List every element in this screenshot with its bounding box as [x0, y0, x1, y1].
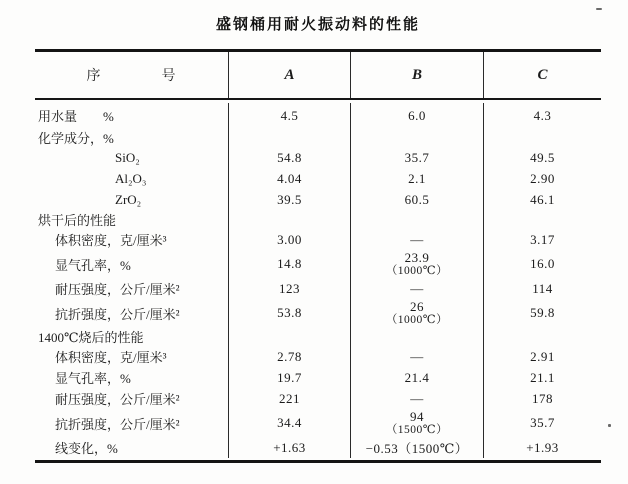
- cell-b-value: 94: [410, 409, 424, 424]
- table-header-row: [35, 52, 601, 98]
- cell-b: [350, 128, 483, 147]
- cell-c: 46.1: [483, 189, 601, 210]
- row-label: 用水量 %: [38, 109, 114, 124]
- cell-c: 178: [483, 388, 601, 409]
- table-section-row: [35, 327, 601, 346]
- cell-c: [483, 327, 601, 346]
- header-col-c: C: [483, 52, 601, 98]
- cell-b: 35.7: [350, 147, 483, 168]
- table-row: [35, 388, 601, 409]
- table-row: [35, 409, 601, 437]
- table-bottom-rule: [35, 460, 601, 463]
- section-label: 1400℃烧后的性能: [38, 330, 144, 345]
- row-label: 线变化，%: [55, 441, 118, 456]
- table-row: [35, 437, 601, 458]
- cell-b: —: [350, 278, 483, 299]
- row-label: 耐压强度，公斤/厘米²: [55, 392, 180, 407]
- properties-table: [35, 49, 601, 463]
- cell-a: [228, 327, 350, 346]
- header-col-b: B: [350, 52, 483, 98]
- table-row: [35, 147, 601, 168]
- cell-b: 6.0: [350, 103, 483, 128]
- cell-a: +1.63: [228, 437, 350, 458]
- header-col-a: A: [228, 52, 350, 98]
- row-label: 抗折强度，公斤/厘米²: [55, 416, 180, 432]
- table-section-row: [35, 128, 601, 147]
- cell-b-temperature-note: （1000℃）: [385, 314, 449, 326]
- cell-b: [350, 299, 483, 327]
- table-row: [35, 346, 601, 367]
- table-row: [35, 189, 601, 210]
- cell-b: 21.4: [350, 367, 483, 388]
- cell-a: 4.5: [228, 103, 350, 128]
- cell-a: 19.7: [228, 367, 350, 388]
- cell-b: [350, 409, 483, 437]
- cell-b: [350, 327, 483, 346]
- scan-speck: [608, 424, 611, 427]
- cell-b-value: 23.9: [404, 250, 430, 265]
- cell-a: 14.8: [228, 250, 350, 278]
- table-row: [35, 100, 601, 128]
- cell-b: —: [350, 229, 483, 250]
- cell-b-value: 26: [410, 299, 424, 314]
- cell-c: 49.5: [483, 147, 601, 168]
- cell-c: 2.91: [483, 346, 601, 367]
- cell-a: 221: [228, 388, 350, 409]
- row-label: 显气孔率，%: [55, 257, 131, 273]
- cell-c: 21.1: [483, 367, 601, 388]
- cell-b-temperature-note: （1500℃）: [385, 424, 449, 436]
- table-row: [35, 229, 601, 250]
- row-label: ZrO₂: [115, 191, 142, 207]
- header-seq-label: 序 号: [86, 69, 177, 84]
- cell-a: [228, 210, 350, 229]
- cell-b: 2.1: [350, 168, 483, 189]
- table-row: [35, 299, 601, 327]
- table-title: 盛钢桶用耐火振动料的性能: [215, 16, 420, 33]
- cell-a: 2.78: [228, 346, 350, 367]
- cell-a: [228, 128, 350, 147]
- section-label: 烘干后的性能: [38, 213, 117, 228]
- table-row: [35, 278, 601, 299]
- cell-c: 4.3: [483, 103, 601, 128]
- table-row: [35, 250, 601, 278]
- cell-a: 123: [228, 278, 350, 299]
- cell-c: 3.17: [483, 229, 601, 250]
- cell-c: 114: [483, 278, 601, 299]
- cell-c: 59.8: [483, 299, 601, 327]
- cell-a: 54.8: [228, 147, 350, 168]
- cell-b: [350, 250, 483, 278]
- cell-b: —: [350, 388, 483, 409]
- table-section-row: [35, 210, 601, 229]
- row-label: 体积密度，克/厘米³: [55, 233, 167, 248]
- cell-c: [483, 210, 601, 229]
- cell-c: 2.90: [483, 168, 601, 189]
- row-label: Al₂O₃: [115, 170, 147, 186]
- row-label: 显气孔率，%: [55, 371, 131, 386]
- cell-b: 60.5: [350, 189, 483, 210]
- row-label: 体积密度，克/厘米³: [55, 350, 167, 365]
- row-label: 抗折强度，公斤/厘米²: [55, 306, 180, 322]
- scan-speck: [596, 8, 602, 10]
- table-row: [35, 168, 601, 189]
- cell-a: 3.00: [228, 229, 350, 250]
- cell-a: 39.5: [228, 189, 350, 210]
- cell-c: 16.0: [483, 250, 601, 278]
- cell-b-temperature-note: （1000℃）: [385, 265, 449, 277]
- row-label: SiO₂: [115, 149, 140, 165]
- cell-c: [483, 128, 601, 147]
- section-label: 化学成分，%: [38, 131, 114, 146]
- cell-c: 35.7: [483, 409, 601, 437]
- table-row: [35, 367, 601, 388]
- cell-a: 34.4: [228, 409, 350, 437]
- cell-a: 4.04: [228, 168, 350, 189]
- cell-b: [350, 210, 483, 229]
- cell-c: +1.93: [483, 437, 601, 458]
- cell-b: —: [350, 346, 483, 367]
- cell-b: −0.53（1500℃）: [350, 437, 483, 458]
- row-label: 耐压强度，公斤/厘米²: [55, 282, 180, 297]
- cell-a: 53.8: [228, 299, 350, 327]
